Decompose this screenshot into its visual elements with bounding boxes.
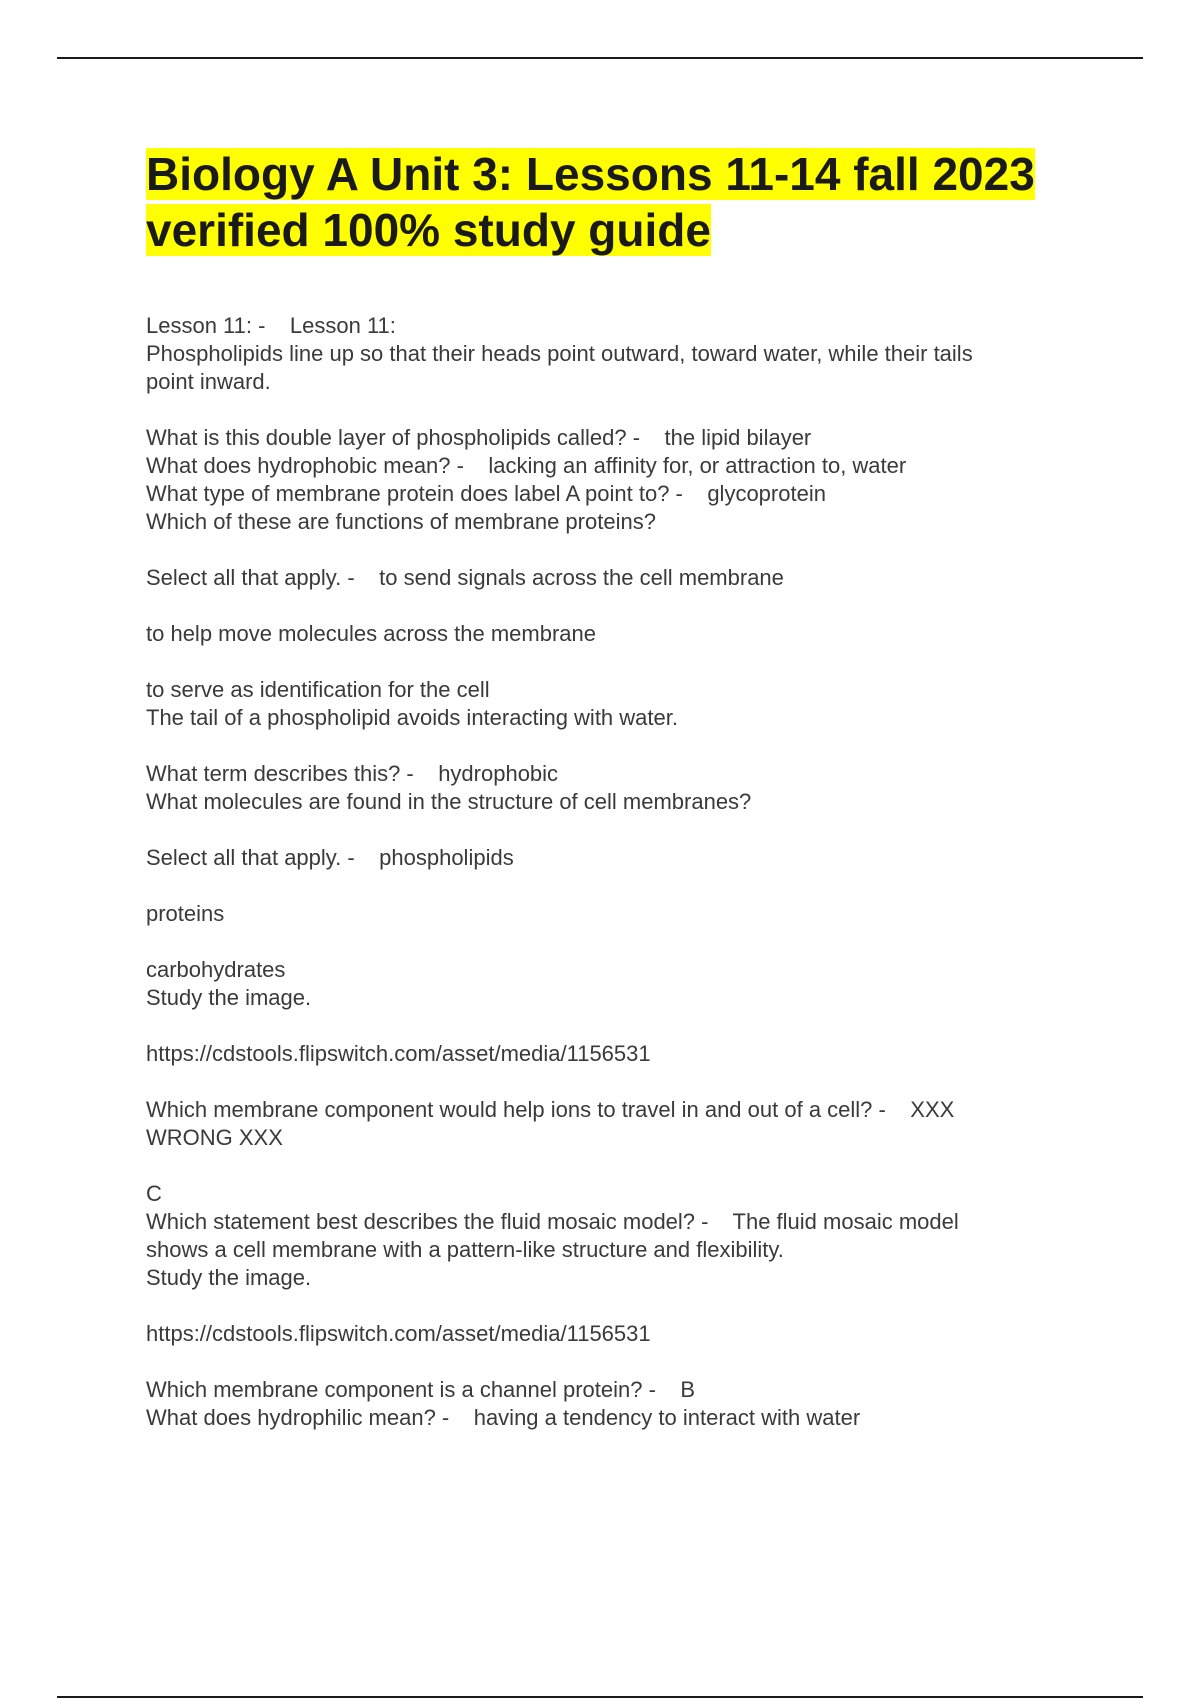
text-line: proteins (146, 901, 225, 926)
title-line-2: verified 100% study guide (146, 204, 711, 256)
text-line: Which membrane component would help ions to travel in and out of a cell? - XXX (146, 1097, 955, 1122)
text-line: C (146, 1181, 162, 1206)
page-title (146, 146, 1096, 258)
study-guide-body (146, 312, 1106, 1432)
text-line: Lesson 11: - Lesson 11: (146, 313, 396, 338)
image-url: https://cdstools.flipswitch.com/asset/media/1156531 (146, 1041, 651, 1066)
image-url: https://cdstools.flipswitch.com/asset/media/1156531 (146, 1321, 651, 1346)
text-line: The tail of a phospholipid avoids interacting with water. (146, 705, 678, 730)
text-line: What does hydrophilic mean? - having a tendency to interact with water (146, 1405, 861, 1430)
text-line: Which of these are functions of membrane proteins? (146, 509, 656, 534)
text-line: What does hydrophobic mean? - lacking an affinity for, or attraction to, water (146, 453, 907, 478)
text-line: Phospholipids line up so that their heads point outward, toward water, while their tails (146, 341, 973, 366)
text-line: Select all that apply. - to send signals across the cell membrane (146, 565, 784, 590)
text-line: What molecules are found in the structure of cell membranes? (146, 789, 752, 814)
text-line: shows a cell membrane with a pattern-like structure and flexibility. (146, 1237, 784, 1262)
bottom-rule (57, 1696, 1143, 1698)
text-line: to serve as identification for the cell (146, 677, 490, 702)
text-line: WRONG XXX (146, 1125, 283, 1150)
text-line: Select all that apply. - phospholipids (146, 845, 514, 870)
text-line: Which membrane component is a channel protein? - B (146, 1377, 696, 1402)
title-line-1: Biology A Unit 3: Lessons 11-14 fall 2023 (146, 148, 1035, 200)
top-rule (57, 57, 1143, 59)
text-line: Study the image. (146, 985, 312, 1010)
text-line: point inward. (146, 369, 271, 394)
text-line: Which statement best describes the fluid mosaic model? - The fluid mosaic model (146, 1209, 959, 1234)
text-line: Study the image. (146, 1265, 312, 1290)
text-line: carbohydrates (146, 957, 286, 982)
text-line: What is this double layer of phospholipids called? - the lipid bilayer (146, 425, 812, 450)
text-line: What type of membrane protein does label A point to? - glycoprotein (146, 481, 826, 506)
text-line: to help move molecules across the membrane (146, 621, 596, 646)
text-line: What term describes this? - hydrophobic (146, 761, 559, 786)
